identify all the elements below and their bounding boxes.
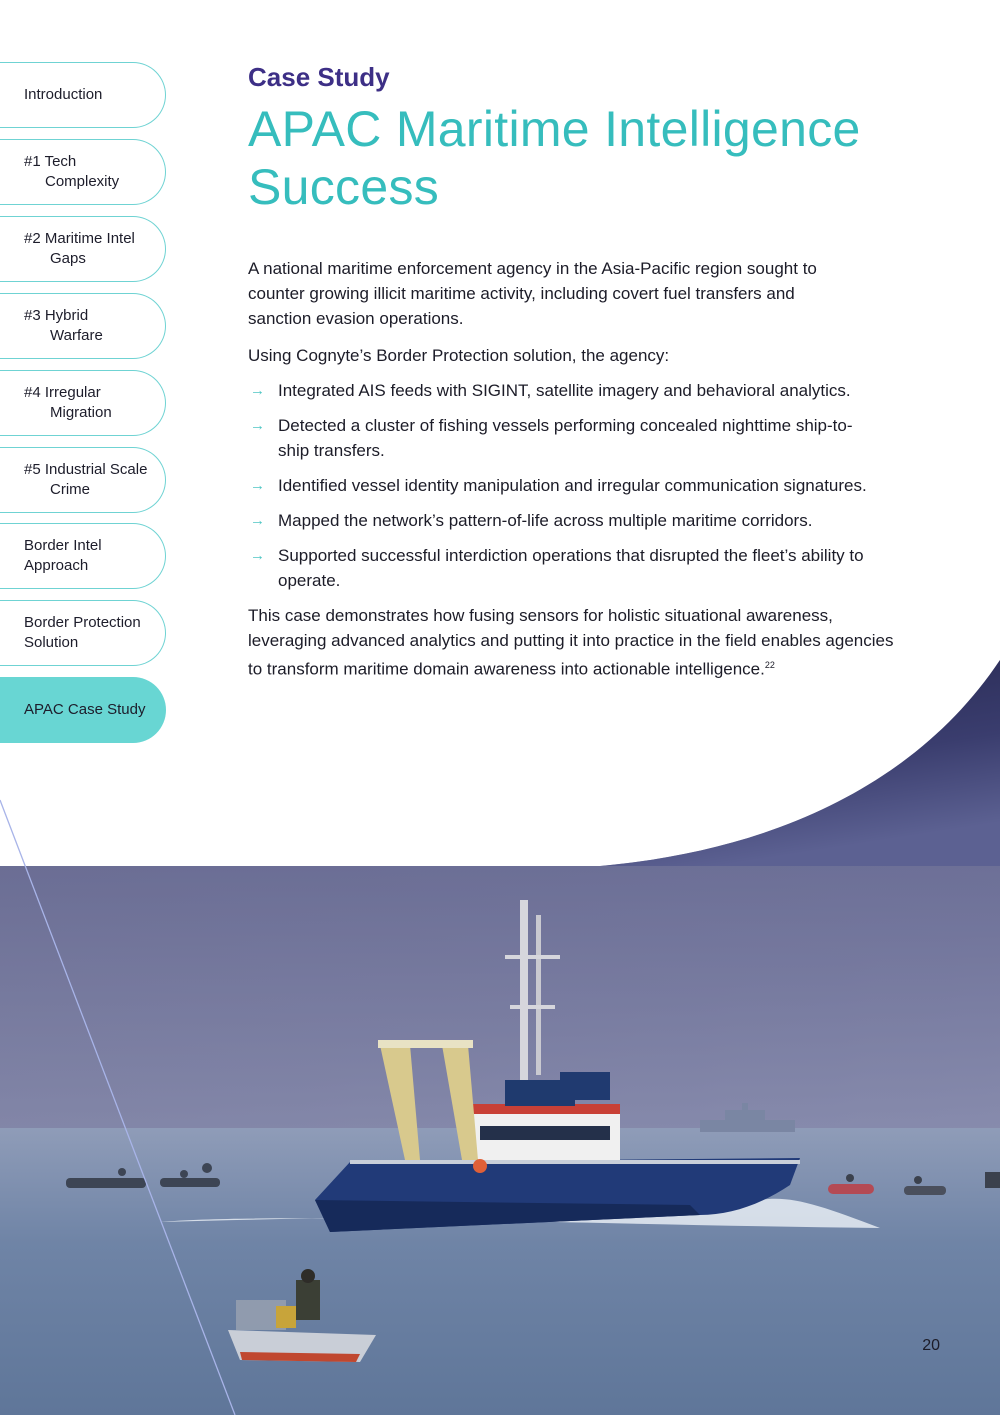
nav-label: Introduction — [24, 86, 103, 103]
right-arrow-icon: → — [250, 417, 265, 434]
list-item-text: Mapped the network’s pattern-of-life across multiple maritime corridors. — [278, 511, 813, 530]
nav-item-irregular-migration[interactable] — [0, 370, 166, 436]
nav-label-line2: Complexity — [45, 173, 120, 190]
page-number: 20 — [922, 1337, 940, 1354]
nav-item-border-intel-approach[interactable] — [0, 523, 166, 589]
page-title — [248, 100, 918, 216]
nav-item-maritime-intel-gaps[interactable] — [0, 216, 166, 282]
right-arrow-icon: → — [250, 477, 265, 494]
list-item-text: Identified vessel identity manipulation and irregular communication signatures. — [278, 476, 867, 495]
lead-paragraph: Using Cognyte’s Border Protection solution, the agency: — [248, 346, 670, 365]
footnote-ref[interactable]: 22 — [764, 660, 775, 670]
nav-label-line1: #3 Hybrid — [24, 307, 89, 324]
right-arrow-icon: → — [250, 382, 265, 399]
nav-label-line1: Border Protection — [24, 614, 141, 631]
nav-label-line2: Approach — [24, 557, 89, 574]
list-item — [248, 543, 898, 593]
title-line1: APAC Maritime Intelligence — [248, 101, 861, 157]
nav-item-industrial-scale-crime[interactable] — [0, 447, 166, 513]
right-arrow-icon: → — [250, 512, 265, 529]
bullet-list — [248, 378, 918, 593]
list-item-text: Detected a cluster of fishing vessels performing concealed nighttime ship-to-ship transfers. — [278, 416, 853, 460]
right-arrow-icon: → — [250, 547, 265, 564]
section-eyebrow: Case Study — [248, 62, 390, 92]
nav-label-line1: #1 Tech — [24, 153, 77, 170]
nav-label: APAC Case Study — [24, 701, 146, 718]
nav-item-hybrid-warfare[interactable] — [0, 293, 166, 359]
intro-paragraph: A national maritime enforcement agency in the Asia-Pacific region sought to counter growing illicit maritime activity, including covert fuel transfers and sanction evasion operations. — [248, 259, 817, 328]
nav-label-line2: Solution — [24, 634, 79, 651]
main-content — [248, 60, 918, 682]
list-item — [248, 508, 918, 533]
list-item — [248, 473, 878, 498]
nav-label-line1: #5 Industrial Scale — [24, 461, 148, 478]
nav-label-line2: Warfare — [50, 327, 103, 344]
conclusion-text: This case demonstrates how fusing sensors for holistic situational awareness, leveraging advanced analytics and putting it into practice in the field enables agencies to transform maritime domain awareness into actionable intelligence. — [248, 606, 894, 679]
list-item-text: Integrated AIS feeds with SIGINT, satellite imagery and behavioral analytics. — [278, 381, 851, 400]
conclusion-paragraph — [248, 603, 898, 682]
nav-label-line2: Migration — [50, 404, 112, 421]
nav-label-line2: Gaps — [50, 250, 86, 267]
nav-label-line2: Crime — [50, 481, 90, 498]
nav-label-line1: Border Intel — [24, 537, 102, 554]
nav-item-introduction[interactable] — [0, 62, 166, 128]
nav-label-line1: #4 Irregular — [24, 384, 101, 401]
title-line2: Success — [248, 159, 440, 215]
list-item — [248, 378, 918, 403]
nav-item-apac-case-study[interactable] — [0, 677, 166, 743]
nav-item-tech-complexity[interactable] — [0, 139, 166, 205]
list-item — [248, 413, 878, 463]
nav-item-border-protection-solution[interactable] — [0, 600, 166, 666]
list-item-text: Supported successful interdiction operations that disrupted the fleet’s ability to operate. — [278, 546, 864, 590]
nav-label-line1: #2 Maritime Intel — [24, 230, 135, 247]
